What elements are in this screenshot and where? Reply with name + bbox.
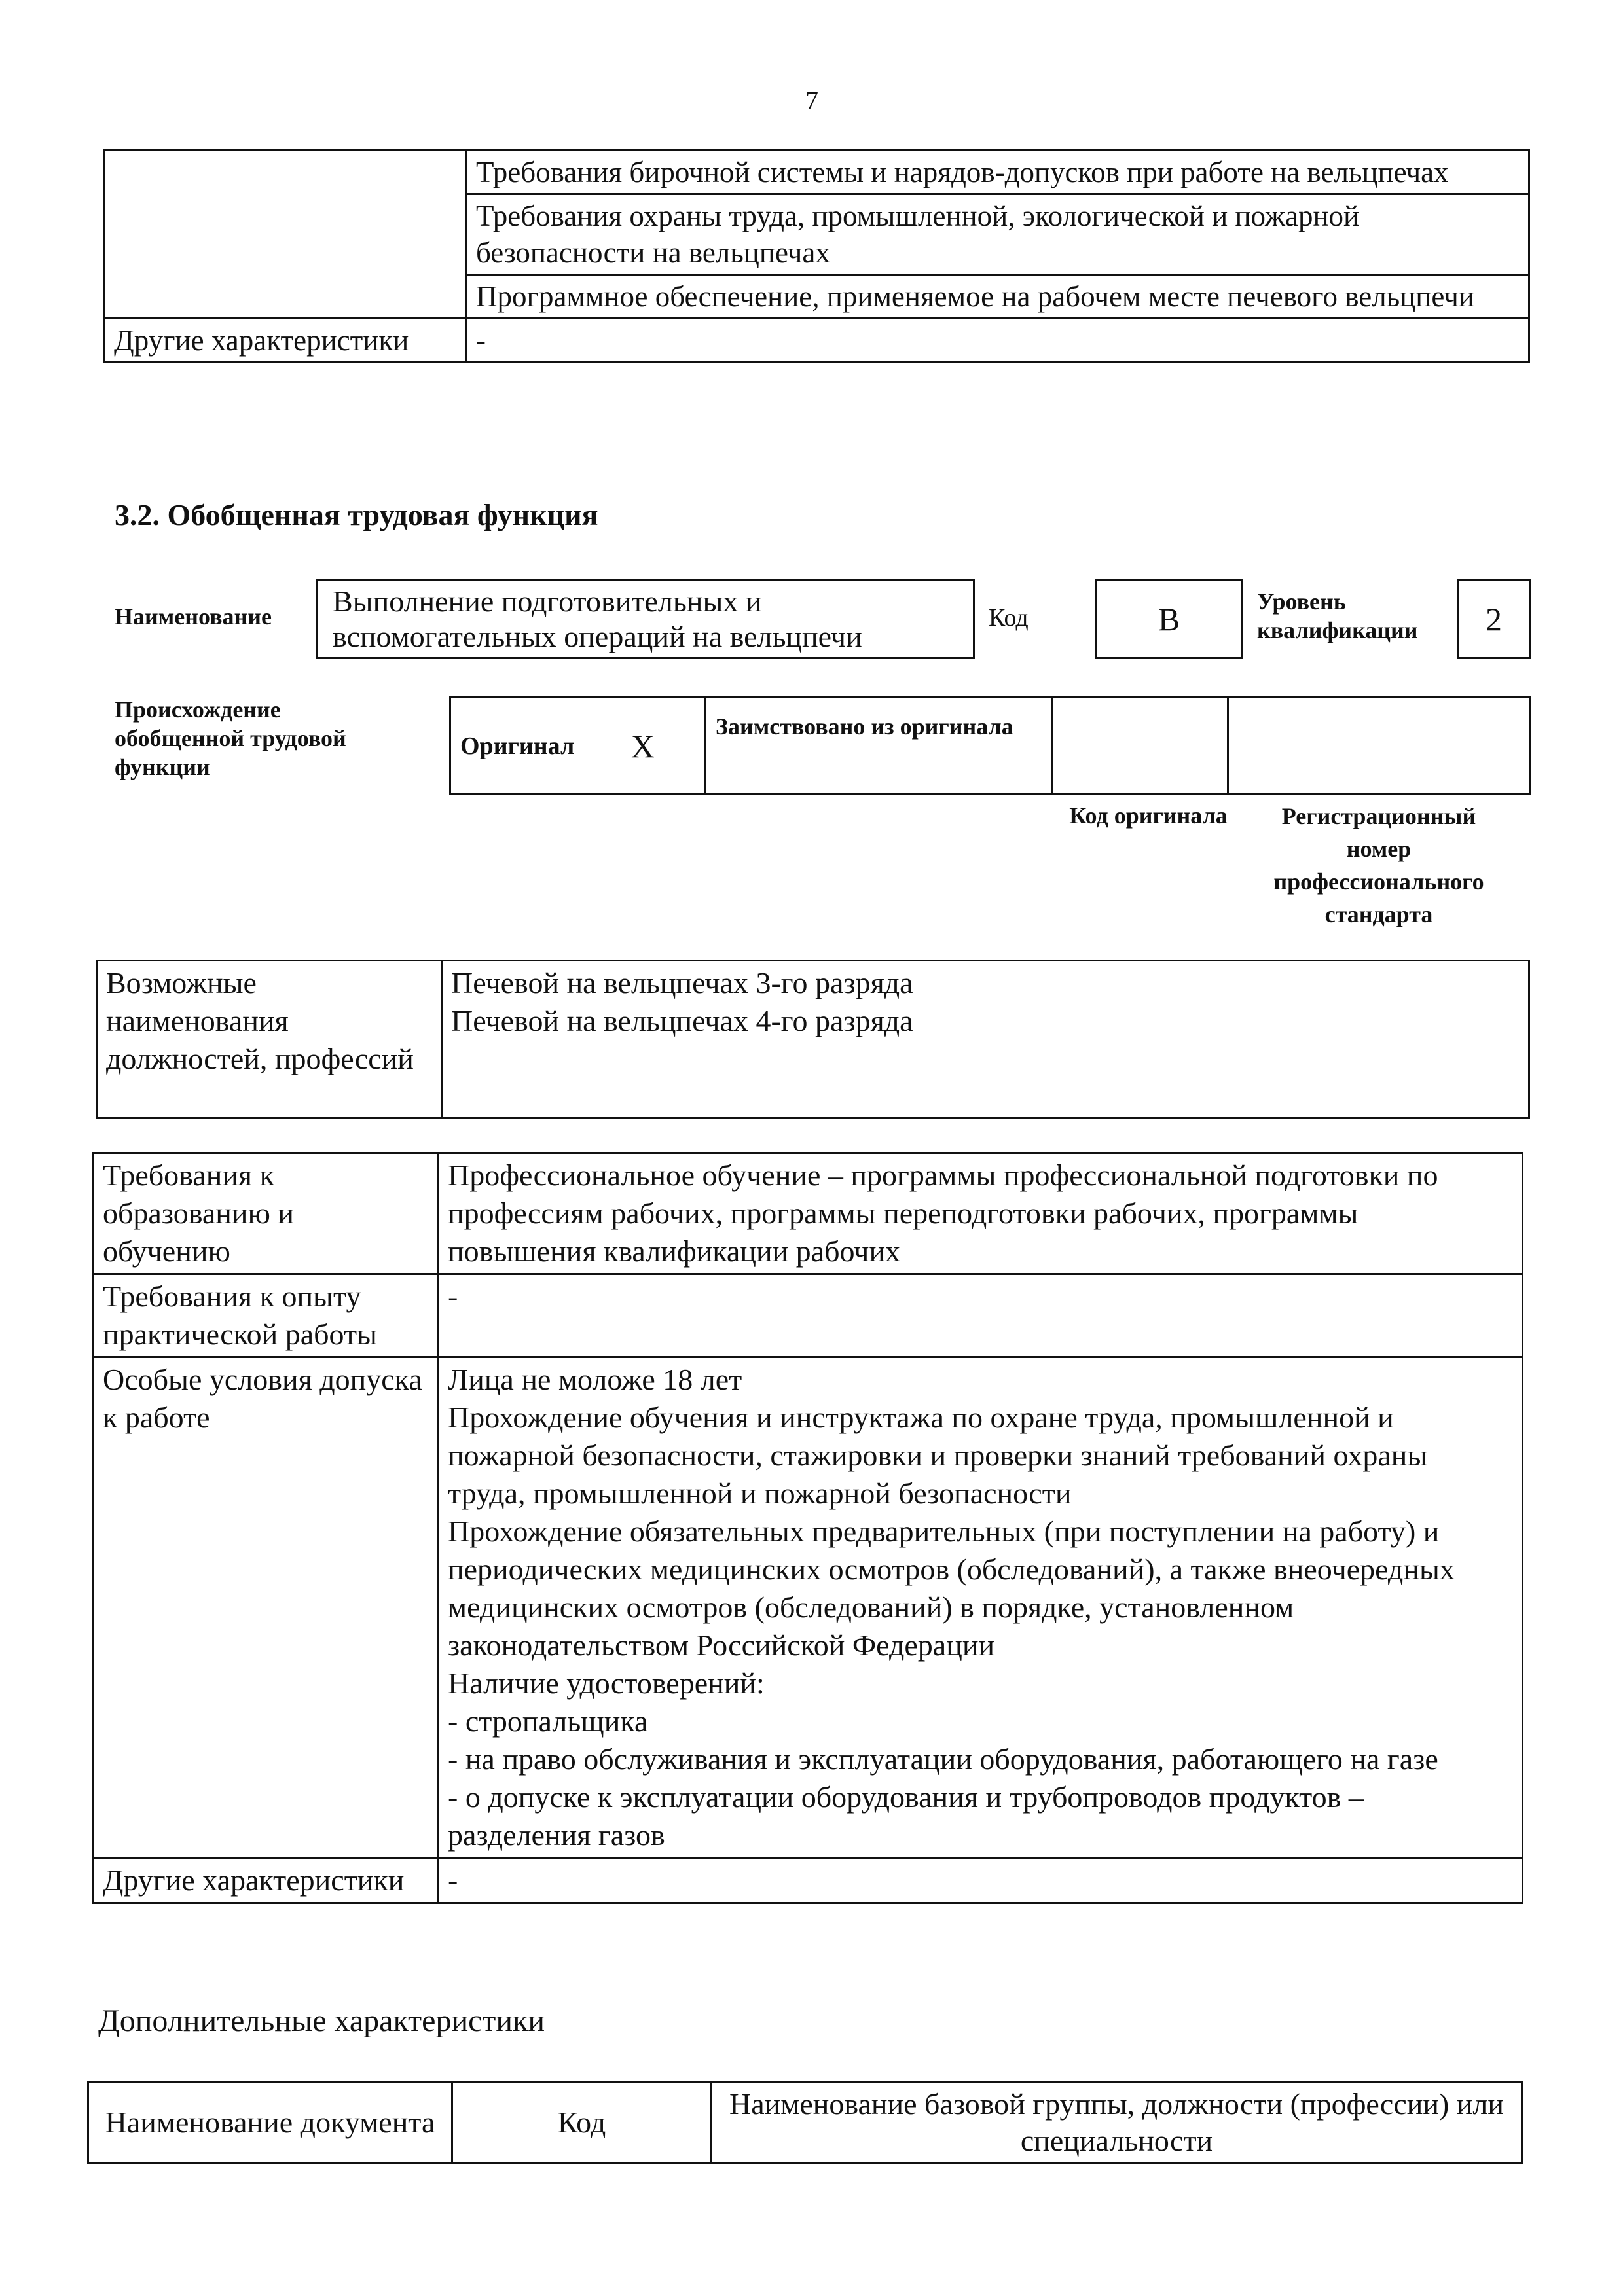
requirement-text: Требования охраны труда, промышленной, экологической и пожарной безопасности на вельцпечах xyxy=(476,200,1360,269)
table-row xyxy=(104,319,1529,363)
table-row xyxy=(93,1153,1523,1274)
table-cell xyxy=(466,194,1529,275)
other-characteristics-label: Другие характеристики xyxy=(93,1858,438,1903)
requirement-text: Требования бирочной системы и нарядов-допусков при работе на вельцпечах xyxy=(476,156,1449,188)
table-cell xyxy=(466,151,1529,194)
code-value-box xyxy=(1095,579,1243,659)
position-item: Печевой на вельцпечах 4-го разряда xyxy=(451,1004,913,1037)
education-value xyxy=(438,1153,1523,1274)
origin-label: Происхождение обобщенной трудовой функции xyxy=(115,696,346,780)
other-characteristics-value xyxy=(438,1858,1523,1903)
borrowed-label: Заимствовано из оригинала xyxy=(706,698,1053,795)
requirement-line: - xyxy=(448,1863,458,1897)
position-item: Печевой на вельцпечах 3-го разряда xyxy=(451,966,913,999)
origin-table xyxy=(449,696,1531,795)
function-name: Выполнение подготовительных и вспомогательных операций на вельцпечи xyxy=(333,584,862,653)
requirement-line: Лица не моложе 18 лет xyxy=(448,1363,742,1396)
table-row xyxy=(93,1357,1523,1858)
column-header-code: Код xyxy=(452,2083,712,2163)
education-label: Требования к образованию и обучению xyxy=(93,1153,438,1274)
requirement-line: - на право обслуживания и эксплуатации оборудования, работающего на газе xyxy=(448,1742,1438,1776)
column-header-group: Наименование базовой группы, должности (профессии) или специальности xyxy=(712,2083,1522,2163)
original-mark: X xyxy=(581,698,706,795)
requirement-line: - стропальщика xyxy=(448,1704,648,1738)
name-value-box xyxy=(316,579,975,659)
table-row xyxy=(104,151,1529,194)
positions-values xyxy=(443,961,1529,1118)
level-value: 2 xyxy=(1486,601,1502,637)
admission-label: Особые условия допуска к работе xyxy=(93,1357,438,1858)
requirement-line: Профессиональное обучение – программы профессиональной подготовки по профессиям рабочих, программы переподготовки рабочих, программы повышения квалификации рабочих xyxy=(448,1158,1438,1268)
requirement-line: Прохождение обучения и инструктажа по охране труда, промышленной и пожарной безопасности, стажировки и проверки знаний требований охраны труда, промышленной и пожарной безопасности xyxy=(448,1401,1428,1510)
table-row xyxy=(93,1274,1523,1357)
table-row xyxy=(450,698,1530,795)
code-value: B xyxy=(1158,601,1180,637)
requirement-line: Наличие удостоверений: xyxy=(448,1666,765,1700)
requirement-text: Программное обеспечение, применяемое на рабочем месте печевого вельцпечи xyxy=(476,280,1474,313)
table-cell xyxy=(466,275,1529,319)
additional-table xyxy=(87,2081,1523,2164)
table-row xyxy=(93,1858,1523,1903)
positions-table xyxy=(96,960,1530,1119)
registration-number-cell xyxy=(1228,698,1530,795)
requirement-line: - о допуске к эксплуатации оборудования и трубопроводов продуктов – разделения газов xyxy=(448,1780,1364,1852)
level-label: Уровень квалификации xyxy=(1257,588,1418,643)
experience-value xyxy=(438,1274,1523,1357)
other-characteristics-value: - xyxy=(466,319,1529,363)
code-label: Код xyxy=(989,604,1029,632)
column-header-document: Наименование документа xyxy=(88,2083,452,2163)
section-heading: 3.2. Обобщенная трудовая функция xyxy=(115,498,598,531)
other-characteristics-label: Другие характеристики xyxy=(104,319,466,363)
requirement-line: Прохождение обязательных предварительных (при поступлении на работу) и периодических медицинских осмотров (обследований), а также внеочередных медицинских осмотров (обследований) в порядке, установленном законодательством Российской Федерации xyxy=(448,1515,1455,1662)
original-label: Оригинал xyxy=(450,698,581,795)
table-row xyxy=(88,2083,1522,2163)
requirements-table xyxy=(92,1152,1523,1904)
original-code-cell xyxy=(1053,698,1228,795)
level-value-box xyxy=(1457,579,1531,659)
additional-heading: Дополнительные характеристики xyxy=(98,2003,545,2038)
page-number: 7 xyxy=(805,86,818,115)
positions-label: Возможные наименования должностей, профессий xyxy=(98,961,443,1118)
requirement-line: - xyxy=(448,1280,458,1313)
original-code-caption: Код оригинала xyxy=(1069,802,1228,829)
knowledge-table xyxy=(103,149,1530,363)
empty-label-cell xyxy=(104,151,466,319)
registration-number-caption: Регистрационный номер профессионального стандарта xyxy=(1273,803,1484,927)
table-row xyxy=(98,961,1529,1118)
experience-label: Требования к опыту практической работы xyxy=(93,1274,438,1357)
name-label: Наименование xyxy=(115,603,272,630)
admission-value xyxy=(438,1357,1523,1858)
